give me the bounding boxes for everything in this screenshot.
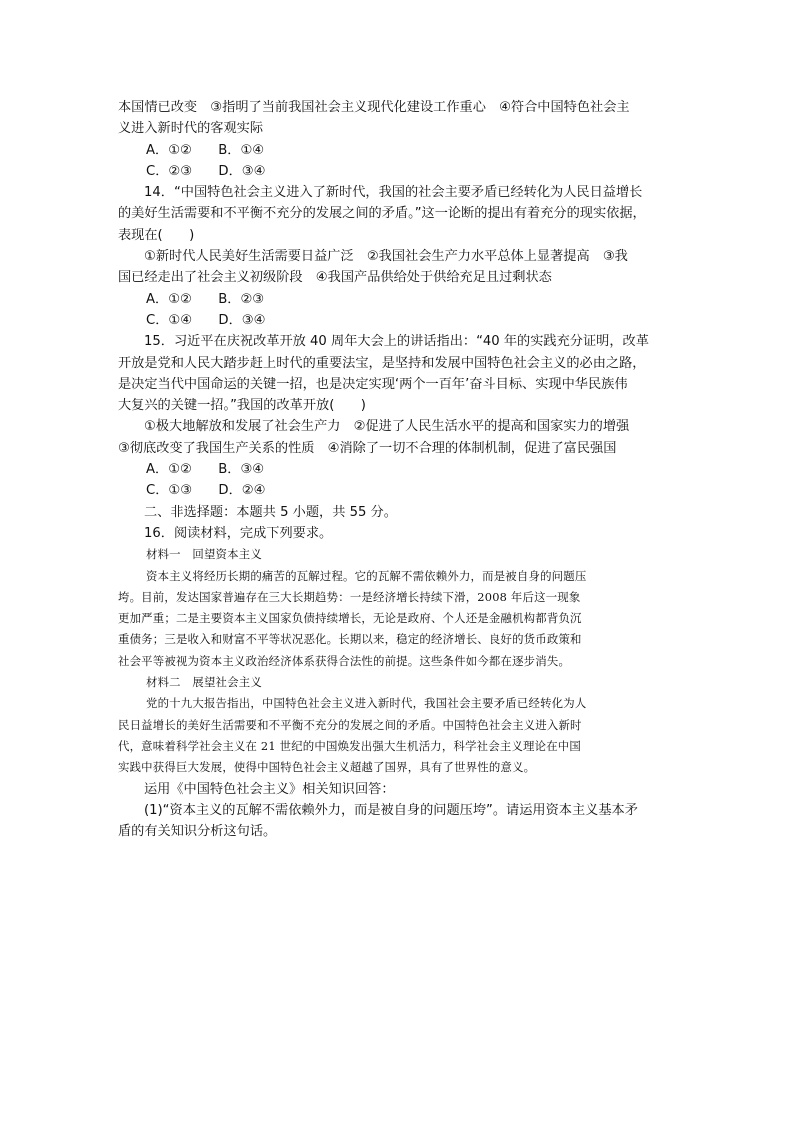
text-line: 14．“中国特色社会主义进入了新时代，我国的社会主要矛盾已经转化为人民日益增长 [144,185,643,201]
text-line: A．①② B．③④ [146,462,265,478]
text-line: 党的十九大报告指出，中国特色社会主义进入新时代，我国社会主要矛盾已经转化为人 [146,696,587,711]
text-line: A．①② B．①④ [146,142,265,158]
text-line: 民日益增长的美好生活需要和不平衡不充分的发展之间的矛盾。中国特色社会主义进入新时 [118,717,582,732]
text-line: 15．习近平在庆祝改革开放 40 周年大会上的讲话指出：“40 年的实践充分证明，改革 [144,334,649,350]
text-line: 大复兴的关键一招。”我国的改革开放( ) [118,398,366,414]
text-line: 材料二 展望社会主义 [146,675,262,690]
text-line: C．②③ D．③④ [146,163,266,179]
text-line: 是决定当代中国命运的关键一招，也是决定实现‘两个一百年’奋斗目标、实现中华民族伟 [118,376,628,392]
text-line: 开放是党和人民大踏步赶上时代的重要法宝，是坚持和发展中国特色社会主义的必由之路， [118,355,646,371]
text-line: C．①③ D．②④ [146,483,266,499]
text-line: 代，意味着科学社会主义在 21 世纪的中国焕发出强大生机活力，科学社会主义理论在中国 [118,738,581,753]
text-line: 盾的有关知识分析这句话。 [118,824,277,840]
text-line: 实践中获得巨大发展，使得中国特色社会主义超越了国界，具有了世界性的意义。 [118,760,536,775]
text-line: 国已经走出了社会主义初级阶段 ④我国产品供给处于供给充足且过剩状态 [118,270,552,286]
text-line: 义进入新时代的客观实际 [118,121,264,137]
text-line: 材料一 回望资本主义 [146,547,262,562]
text-line: 运用《中国特色社会主义》相关知识回答： [144,781,395,797]
text-line: 更加严重；二是主要资本主义国家负债持续增长，无论是政府、个人还是金融机构都背负沉 [118,611,582,626]
text-line: (1)“资本主义的瓦解不需依赖外力，而是被自身的问题压垮”。请运用资本主义基本矛 [144,802,638,818]
text-line: 的美好生活需要和不平衡不充分的发展之间的矛盾。”这一论断的提出有着充分的现实依据， [118,206,646,222]
text-line: ③彻底改变了我国生产关系的性质 ④消除了一切不合理的体制机制，促进了富民强国 [118,440,617,456]
text-line: 垮。目前，发达国家普遍存在三大长期趋势：一是经济增长持续下滑，2008 年后这一现象 [118,589,581,604]
text-line: 重债务；三是收入和财富不平等状况恶化。长期以来，稳定的经济增长、良好的货币政策和 [118,632,582,647]
text-line: 二、非选择题：本题共 5 小题，共 55 分。 [144,504,397,520]
text-line: 16．阅读材料，完成下列要求。 [144,525,333,541]
text-line: A．①② B．②③ [146,291,265,307]
text-line: ①新时代人民美好生活需要日益广泛 ②我国社会生产力水平总体上显著提高 ③我 [144,249,628,265]
document-page [118,97,678,842]
text-line: 资本主义将经历长期的痛苦的瓦解过程。它的瓦解不需依赖外力，而是被自身的问题压 [146,568,587,583]
text-line: C．①④ D．③④ [146,312,266,328]
text-line: ①极大地解放和发展了社会生产力 ②促进了人民生活水平的提高和国家实力的增强 [144,419,630,435]
text-line: 表现在( ) [118,227,195,243]
text-line: 本国情已改变 ③指明了当前我国社会主义现代化建设工作重心 ④符合中国特色社会主 [118,100,630,115]
text-line: 社会平等被视为资本主义政治经济体系获得合法性的前提。这些条件如今都在逐步消失。 [118,653,571,668]
